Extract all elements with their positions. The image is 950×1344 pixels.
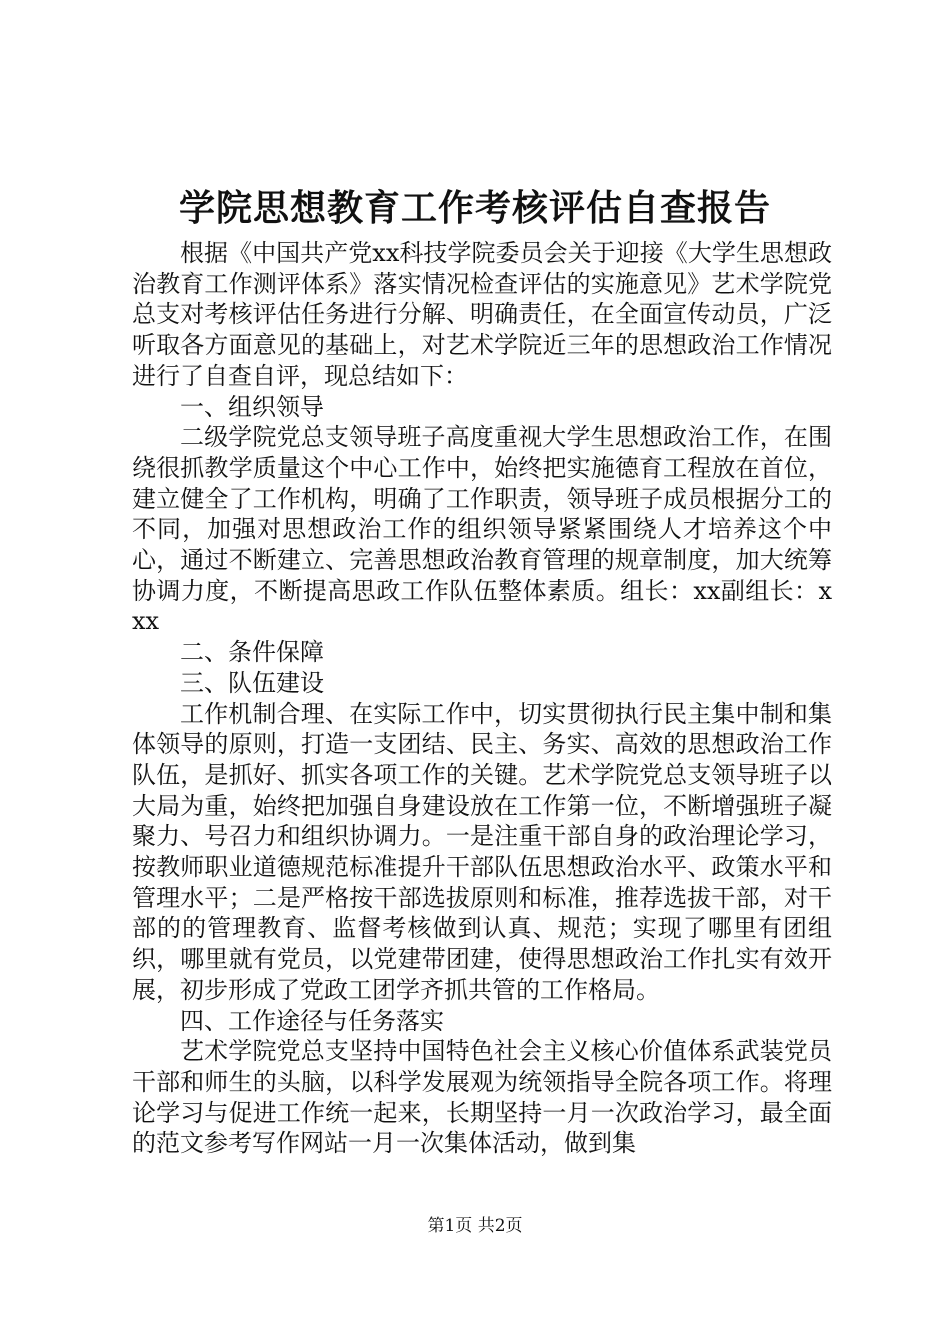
section-heading-organization: 一、组织领导 [180, 392, 324, 421]
document-body [132, 238, 832, 1159]
organization-paragraph: 二级学院党总支领导班子高度重视大学生思想政治工作，在围绕很抓教学质量这个中心工作中，始终把实施德育工程放在首位，建立健全了工作机构，明确了工作职责，领导班子成员根据分工的不同，加强对思想政治工作的组织领导紧紧围绕人才培养这个中心，通过不断建立、完善思想政治教育管理的规章制度，加大统筹协调力度，不断提高思政工作队伍整体素质。组长：xx副组长：xxx [132, 423, 832, 636]
section-heading-team: 三、队伍建设 [180, 668, 324, 697]
section-heading-conditions: 二、条件保障 [180, 638, 324, 667]
intro-paragraph: 根据《中国共产党xx科技学院委员会关于迎接《大学生思想政治教育工作测评体系》落实情况检查评估的实施意见》艺术学院党总支对考核评估任务进行分解、明确责任，在全面宣传动员，广泛听取各方面意见的基础上，对艺术学院近三年的思想政治工作情况进行了自查自评，现总结如下： [132, 239, 832, 390]
document-title: 学院思想教育工作考核评估自查报告 [178, 187, 771, 229]
page-number-footer: 第1页 共2页 [427, 1216, 523, 1236]
team-paragraph: 工作机制合理、在实际工作中，切实贯彻执行民主集中制和集体领导的原则，打造一支团结、民主、务实、高效的思想政治工作队伍，是抓好、抓实各项工作的关键。艺术学院党总支领导班子以大局为重，始终把加强自身建设放在工作第一位，不断增强班子凝聚力、号召力和组织协调力。一是注重干部自身的政治理论学习，按教师职业道德规范标准提升干部队伍思想政治水平、政策水平和管理水平；二是严格按干部选拔原则和标准，推荐选拔干部，对干部的的管理教育、监督考核做到认真、规范；实现了哪里有团组织，哪里就有党员，以党建带团建，使得思想政治工作扎实有效开展，初步形成了党政工团学齐抓共管的工作格局。 [132, 699, 832, 1004]
section-heading-approach: 四、工作途径与任务落实 [180, 1006, 444, 1035]
approach-paragraph: 艺术学院党总支坚持中国特色社会主义核心价值体系武装党员干部和师生的头脑，以科学发展观为统领指导全院各项工作。将理论学习与促进工作统一起来，长期坚持一月一次政治学习，最全面的范文参考写作网站一月一次集体活动，做到集 [132, 1037, 832, 1158]
